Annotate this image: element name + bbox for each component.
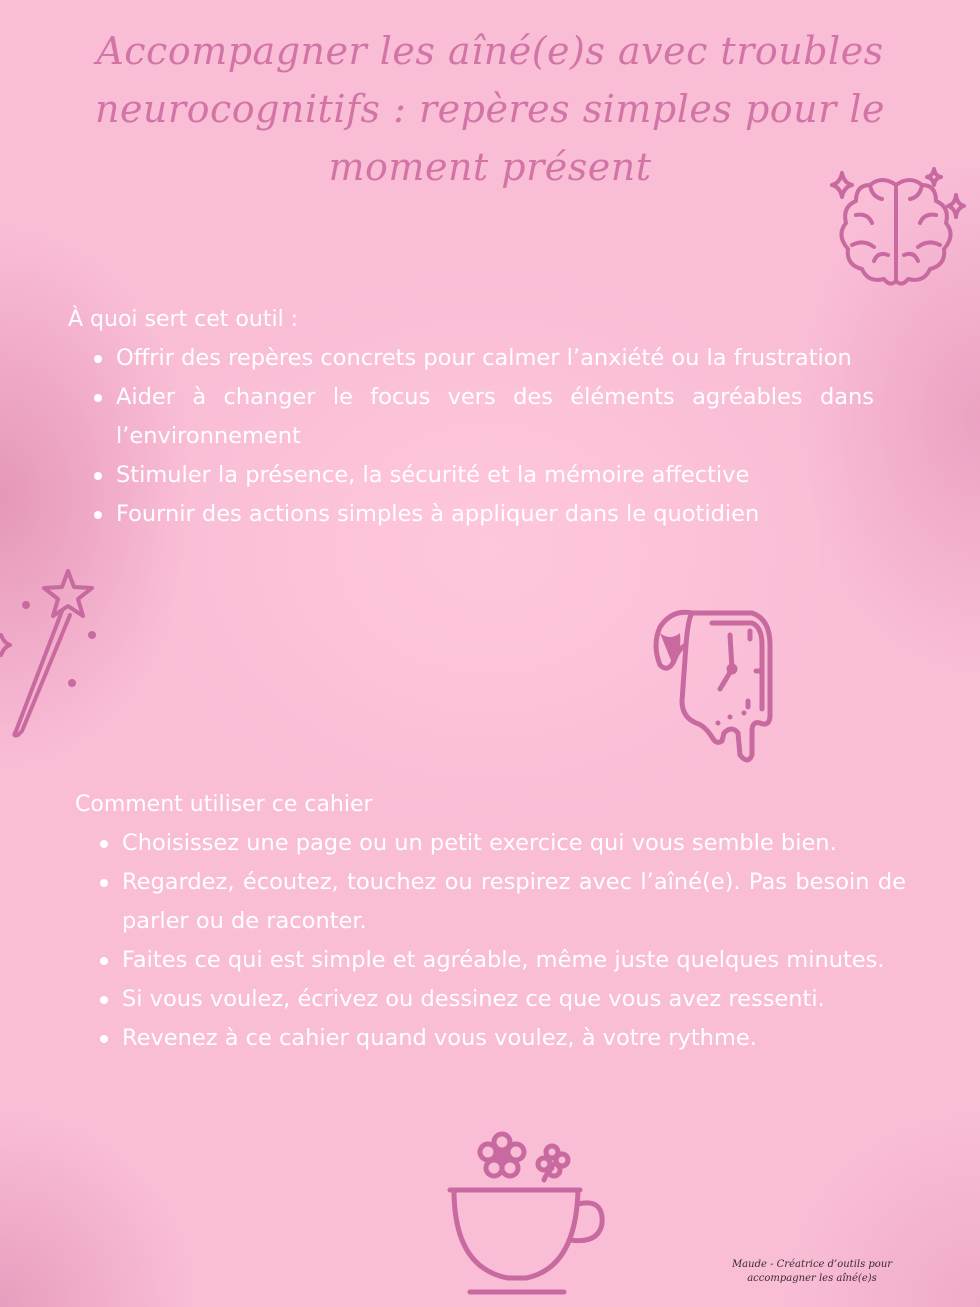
footer-line-1: Maude - Créatrice d’outils pour [731,1259,893,1270]
footer-line-2: accompagner les aîné(e)s [747,1273,877,1284]
list-item: Faites ce qui est simple et agréable, même juste quelques minutes. [96,941,906,980]
purpose-list [90,339,874,534]
usage-list [96,824,906,1058]
section-heading-purpose: À quoi sert cet outil : [68,307,299,332]
list-item: Regardez, écoutez, touchez ou respirez avec l’aîné(e). Pas besoin de parler ou de raconter. [96,863,906,941]
list-item: Si vous voulez, écrivez ou dessinez ce que vous avez ressenti. [96,980,906,1019]
magic-wand-icon [0,565,110,740]
page-title: Accompagner les aîné(e)s avec troubles neurocognitifs : repères simples pour le moment présent [94,29,886,189]
list-item: Stimuler la présence, la sécurité et la mémoire affective [90,456,874,495]
list-item: Aider à changer le focus vers des éléments agréables dans l’environnement [90,378,874,456]
list-item: Choisissez une page ou un petit exercice qui vous semble bien. [96,824,906,863]
flower-teacup-icon [440,1128,610,1298]
list-item: Fournir des actions simples à appliquer dans le quotidien [90,495,874,534]
list-item: Offrir des repères concrets pour calmer l’anxiété ou la frustration [90,339,874,378]
list-item: Revenez à ce cahier quand vous voulez, à votre rythme. [96,1019,906,1058]
melting-clock-icon [652,605,782,770]
footer-credit [712,1258,912,1286]
section-heading-usage: Comment utiliser ce cahier [75,792,373,817]
brain-sparkles-icon [826,165,971,305]
